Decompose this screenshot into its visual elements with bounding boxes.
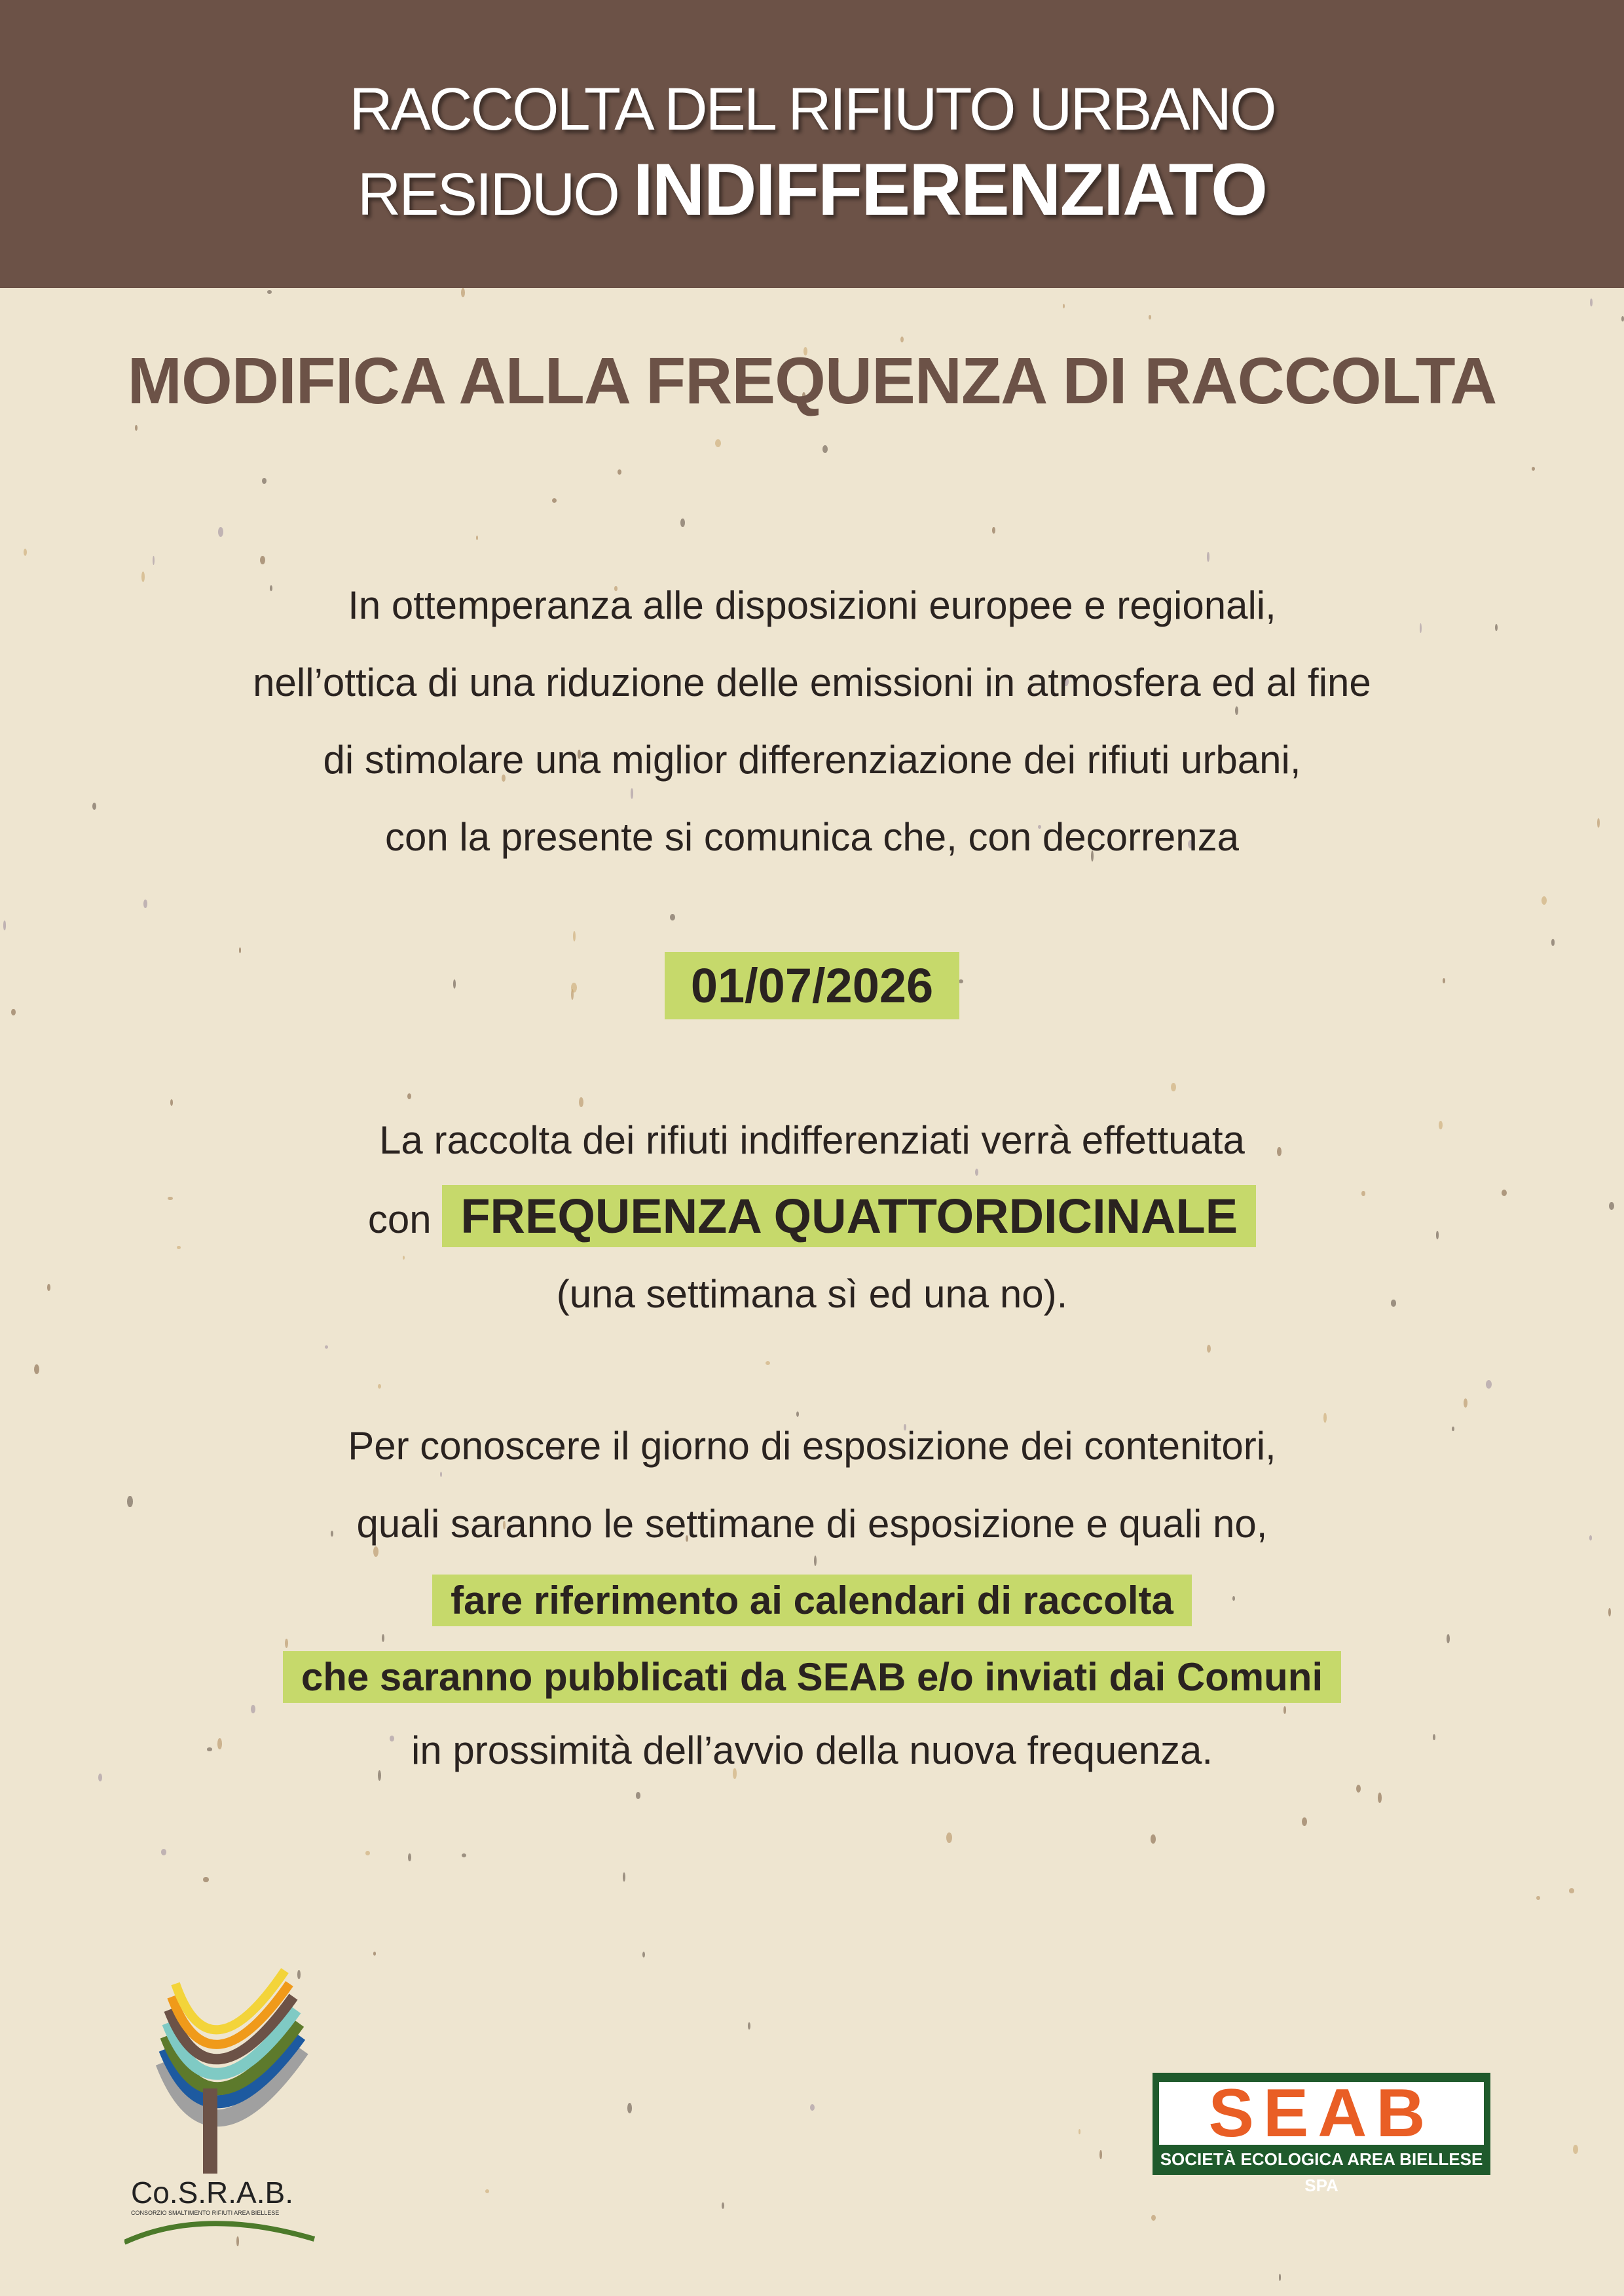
paper-speck <box>1590 299 1593 307</box>
paper-speck <box>1551 939 1555 946</box>
paper-speck <box>325 1345 328 1349</box>
paper-speck <box>579 1097 583 1107</box>
page-title: MODIFICA ALLA FREQUENZA DI RACCOLTA <box>127 344 1497 418</box>
cosrab-subtitle: CONSORZIO SMALTIMENTO RIFIUTI AREA BIELLESE <box>131 2210 280 2216</box>
paper-speck <box>810 2104 815 2111</box>
paper-speck <box>260 556 265 564</box>
paper-speck <box>1532 467 1535 471</box>
info-highlight-2 <box>0 1651 1624 1704</box>
paper-speck <box>1171 1083 1176 1092</box>
frequency-line-3: (una settimana sì ed una no). <box>556 1272 1068 1316</box>
paper-speck <box>1464 1398 1467 1408</box>
paper-speck <box>24 549 27 556</box>
paper-speck <box>408 1853 411 1861</box>
paper-speck <box>623 1872 625 1882</box>
paper-speck <box>476 536 479 540</box>
paper-speck <box>239 947 242 953</box>
paper-speck <box>796 1412 799 1417</box>
paper-speck <box>143 900 147 908</box>
paper-speck <box>262 478 267 484</box>
paper-speck <box>1207 552 1210 561</box>
paper-speck <box>1207 1345 1211 1353</box>
header-bold: INDIFFERENZIATO <box>633 149 1267 230</box>
paper-speck <box>1151 2215 1156 2221</box>
paper-speck <box>462 1853 466 1857</box>
paper-speck <box>573 931 576 941</box>
paper-speck <box>1447 1634 1450 1643</box>
paper-speck <box>627 2103 632 2113</box>
paper-speck <box>161 1849 167 1855</box>
paper-speck <box>440 1472 442 1477</box>
paper-speck <box>715 439 721 447</box>
seab-subtitle: SOCIETÀ ECOLOGICA AREA BIELLESE SPA <box>1160 2149 1483 2195</box>
info-highlight-1 <box>0 1575 1624 1627</box>
info-line: in prossimità dell’avvio della nuova frequenza. <box>411 1728 1213 1772</box>
paper-speck <box>814 1556 817 1566</box>
intro-line: di stimolare una miglior differenziazione dei rifiuti urbani, <box>323 738 1301 782</box>
header-prefix: RESIDUO <box>357 161 618 228</box>
paper-speck <box>1063 304 1065 308</box>
paper-speck <box>900 337 904 342</box>
seab-logo <box>1153 2073 1490 2195</box>
paper-speck <box>1378 1793 1382 1803</box>
paper-speck <box>1149 315 1151 319</box>
paper-speck <box>407 1093 411 1099</box>
paper-speck <box>1079 2129 1081 2134</box>
paper-speck <box>1279 2274 1282 2281</box>
paper-speck <box>1569 1888 1575 1893</box>
paper-speck <box>1099 2150 1102 2159</box>
frequency-prefix: con <box>367 1197 432 1241</box>
paper-speck <box>153 556 155 565</box>
paper-speck <box>34 1364 39 1374</box>
paper-speck <box>748 2022 750 2030</box>
frequency-line-2 <box>0 1190 1624 1246</box>
paper-speck <box>285 1639 288 1649</box>
paper-speck <box>461 288 465 297</box>
paper-speck <box>382 1634 384 1642</box>
frequency-highlight: FREQUENZA QUATTORDICINALE <box>442 1185 1256 1247</box>
paper-speck <box>1536 1896 1540 1900</box>
paper-speck <box>1283 1706 1287 1714</box>
paper-speck <box>975 1169 978 1176</box>
paper-speck <box>373 1952 376 1955</box>
paper-speck <box>822 445 828 453</box>
paper-speck <box>365 1851 370 1855</box>
header-line-1: RACCOLTA DEL RIFIUTO URBANO <box>349 76 1275 143</box>
paper-speck <box>1621 316 1623 321</box>
paper-speck <box>267 290 272 294</box>
header-banner <box>0 0 1624 288</box>
paper-speck <box>722 2202 724 2209</box>
paper-speck <box>631 788 634 799</box>
paper-speck <box>403 1256 405 1260</box>
paper-speck <box>92 803 96 810</box>
paper-speck <box>1541 896 1547 905</box>
cosrab-logo <box>124 1964 360 2246</box>
paper-speck <box>642 1952 645 1958</box>
paper-speck <box>552 498 557 503</box>
paper-speck <box>680 519 684 527</box>
calendar-reference: fare riferimento ai calendari di raccolta <box>432 1575 1192 1626</box>
paper-speck <box>1486 1380 1492 1389</box>
paper-speck <box>378 1384 381 1389</box>
paper-speck <box>177 1246 180 1249</box>
paper-speck <box>636 1792 641 1799</box>
date-line <box>0 960 1624 1015</box>
effective-date: 01/07/2026 <box>665 952 959 1019</box>
seab-name: SEAB <box>1159 2082 1484 2145</box>
paper-speck <box>218 527 223 537</box>
paper-speck <box>203 1877 208 1882</box>
frequency-line-1: La raccolta dei rifiuti indifferenziati verrà effettuata <box>379 1118 1245 1162</box>
paper-speck <box>670 914 675 921</box>
info-line: quali saranno le settimane di esposizione e quali no, <box>356 1502 1268 1546</box>
paper-speck <box>1573 2145 1578 2154</box>
paper-speck <box>618 469 621 475</box>
paper-speck <box>3 920 7 930</box>
header-line-2 <box>0 147 1624 232</box>
paper-speck <box>135 425 138 431</box>
intro-line: In ottemperanza alle disposizioni europee e regionali, <box>348 583 1276 627</box>
paper-speck <box>992 527 995 534</box>
paper-speck <box>485 2189 490 2194</box>
paper-speck <box>170 1099 173 1106</box>
paper-speck <box>1302 1817 1307 1826</box>
paper-speck <box>251 1705 255 1713</box>
publication-note: che saranno pubblicati da SEAB e/o inviati dai Comuni <box>283 1651 1341 1703</box>
info-line: Per conoscere il giorno di esposizione dei contenitori, <box>348 1424 1276 1468</box>
paper-speck <box>946 1832 952 1843</box>
cosrab-name: Co.S.R.A.B. <box>131 2176 293 2210</box>
paper-speck <box>766 1361 770 1365</box>
intro-line: nell’ottica di una riduzione delle emissioni in atmosfera ed al fine <box>253 661 1371 704</box>
intro-line: con la presente si comunica che, con decorrenza <box>384 815 1240 859</box>
paper-speck <box>1151 1834 1155 1843</box>
paper-speck <box>1356 1785 1361 1793</box>
